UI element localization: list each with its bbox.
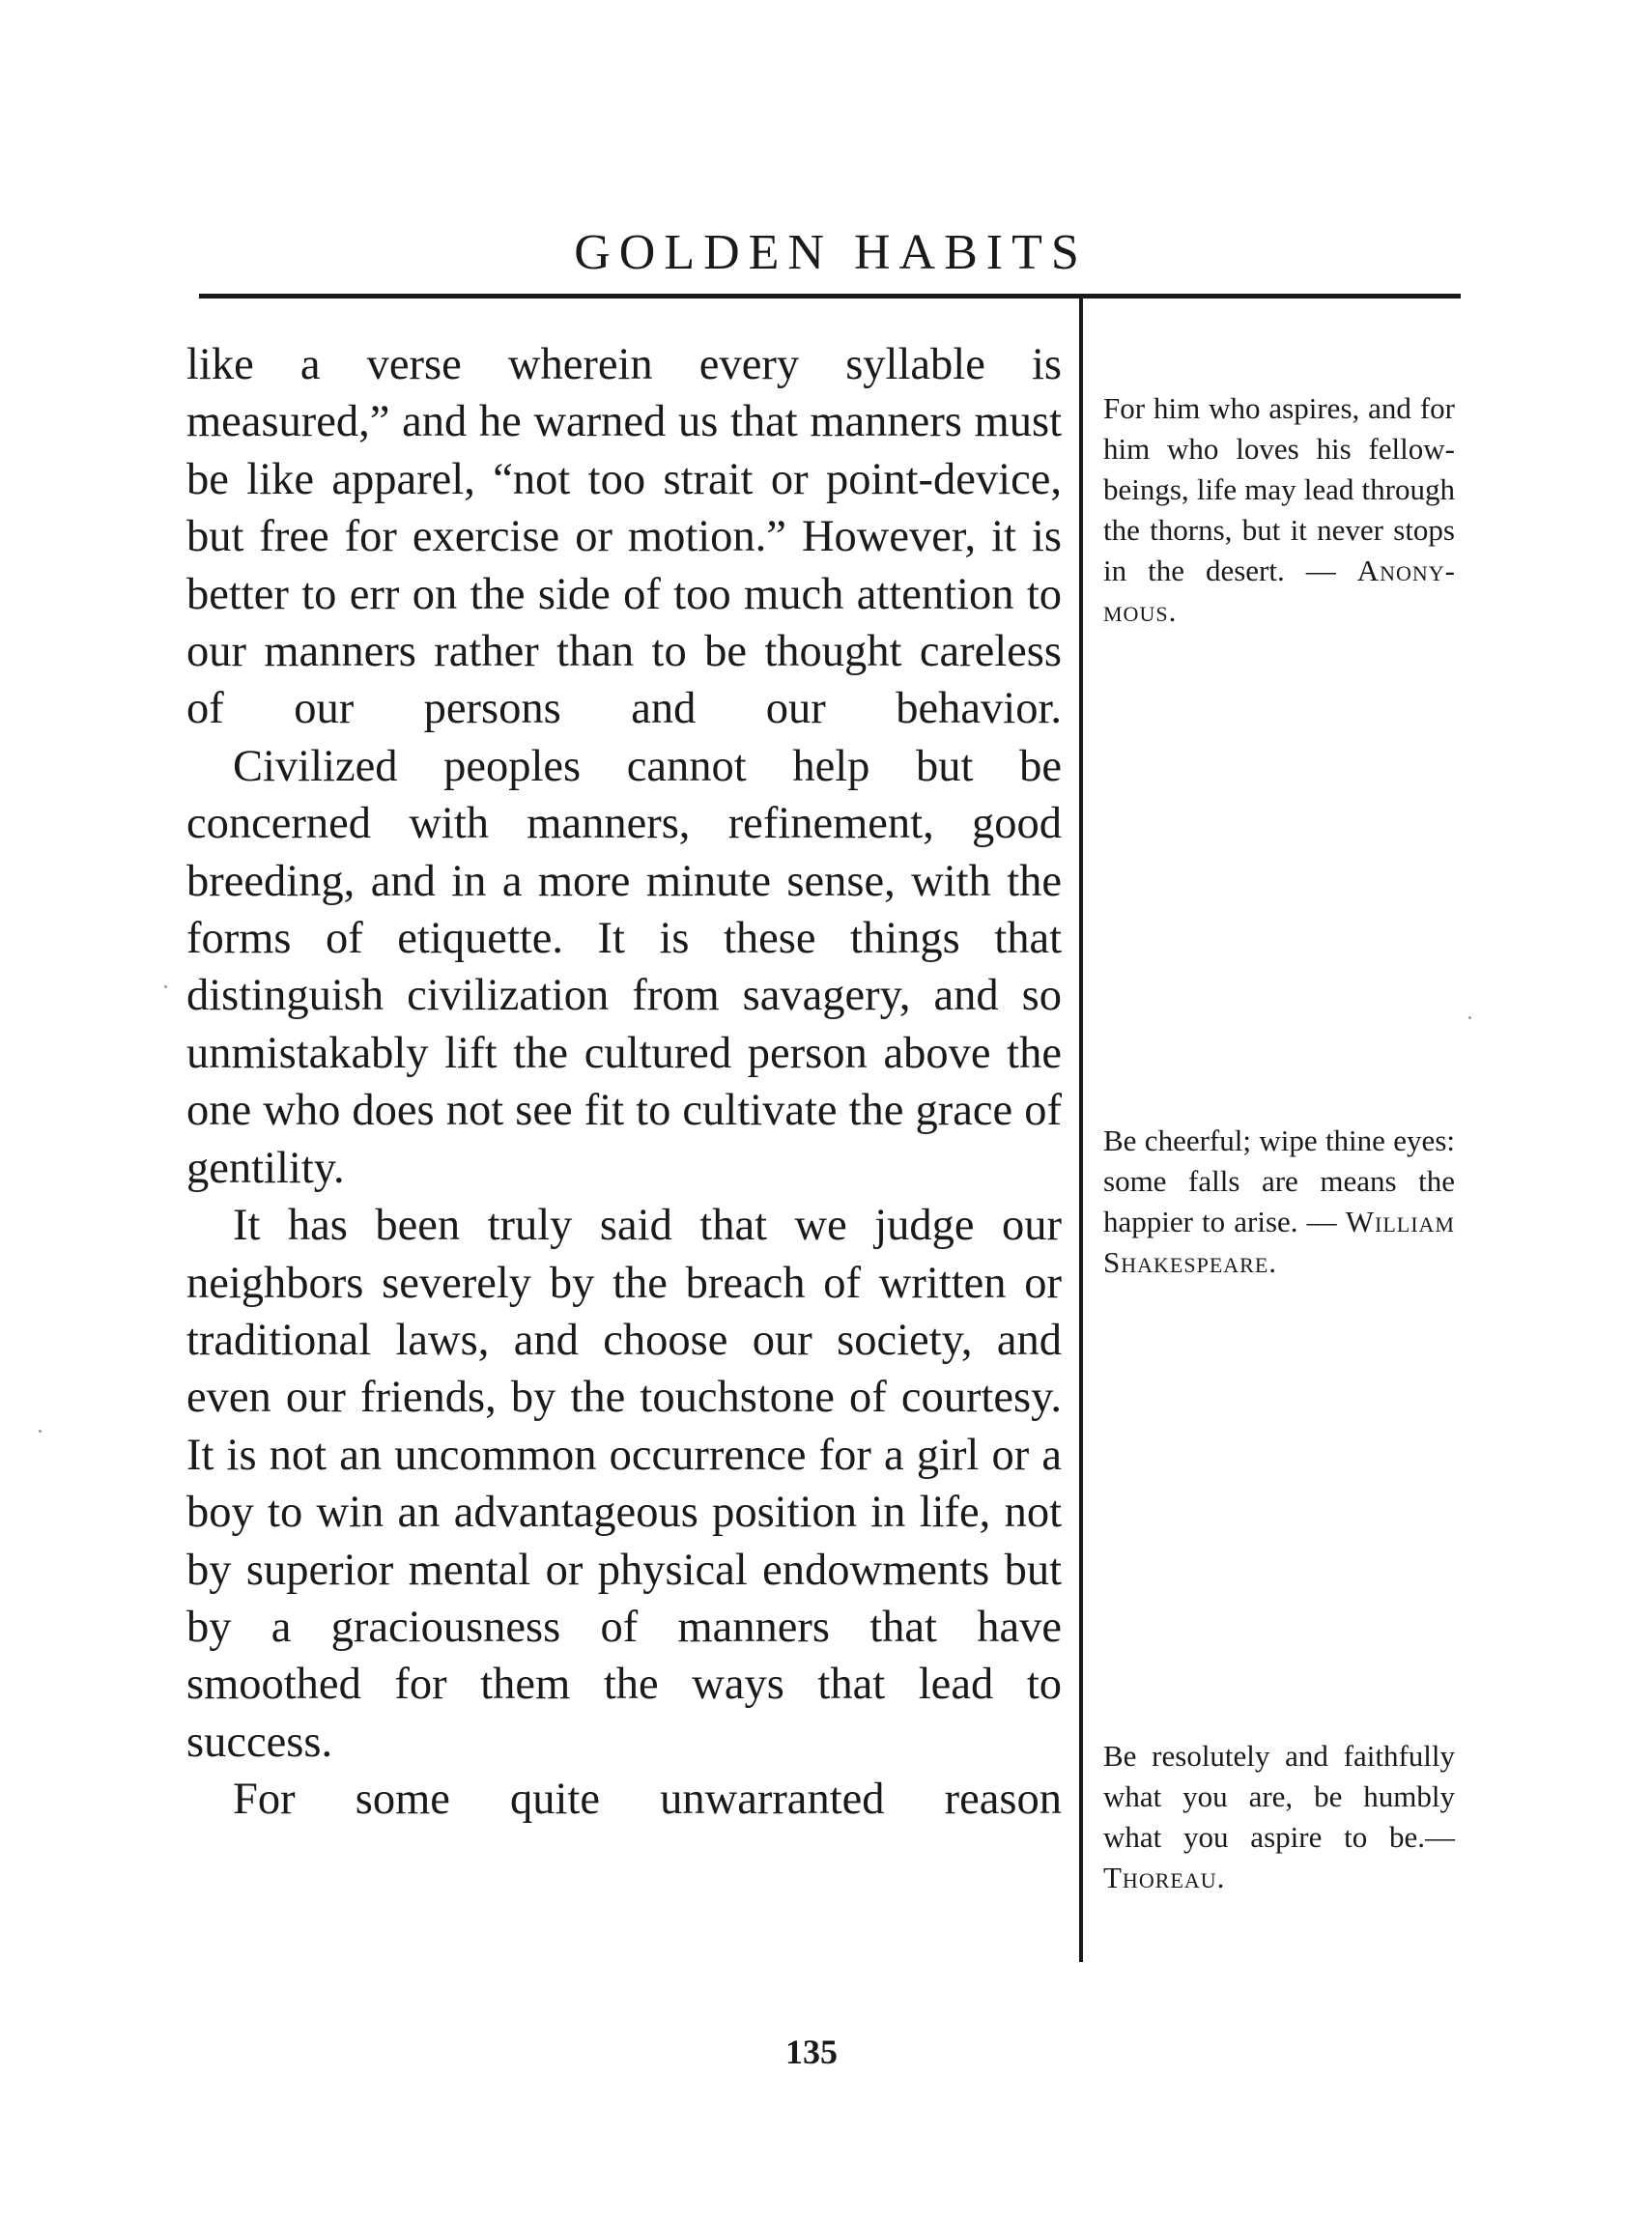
main-text-column (186, 336, 1062, 1829)
margin-quote-attribution: William Shakespeare. (1103, 1205, 1455, 1279)
paragraph-2: Civilized peoples cannot help but be concerned with manners, refinement, good breeding, and in a more minute sense, with the forms of etiquette. It is these things that distinguish civilization from savagery, and so unmistakably lift the cultured person above the one who does not see fit to cultivate the grace of gentility. (186, 741, 1062, 1193)
running-title: GOLDEN HABITS (574, 225, 1088, 280)
paragraph-3: It has been truly said that we judge our neighbors severely by the breach of written or traditional laws, and choose our society, and even our friends, by the touchstone of courtesy. It is not an uncommon occurrence for a girl or a boy to win an advantageous position in life, not by superior mental or physical endowments but by a graciousness of manners that have smoothed for them the ways that lead to success. (186, 1201, 1062, 1767)
margin-quote-attribution: Anonymous. (1103, 554, 1455, 628)
margin-quote-text: Be resolutely and faithfully what you are, be humbly what you aspire to be.— (1103, 1739, 1455, 1854)
header-rule (199, 294, 1461, 299)
paragraph-4: For some quite unwarranted reason (233, 1775, 1062, 1825)
margin-quote-3 (1103, 1736, 1455, 1898)
column-divider (1079, 296, 1083, 1962)
scan-speck (39, 1430, 42, 1433)
margin-quote-text: For him who aspires, and for him who loves his fellow-beings, life may lead through the thorns, but it never stops in the desert. — (1103, 391, 1455, 587)
margin-quote-text: Be cheerful; wipe thine eyes: some falls are means the happier to arise. — (1103, 1123, 1455, 1238)
margin-quote-2 (1103, 1121, 1455, 1283)
paragraph-1: like a verse wherein every syllable is measured,” and he warned us that manners must be like apparel, “not too strait or point-device, but free for exercise or motion.” However, it is better to err on the side of too much attention to our manners rather than to be thought careless of our persons and our behavior. (186, 340, 1062, 734)
page-number: 135 (785, 2033, 838, 2071)
scan-speck (1468, 1016, 1471, 1019)
margin-quote-attribution: Thoreau. (1103, 1861, 1226, 1894)
margin-quote-1 (1103, 388, 1455, 632)
scan-speck (164, 985, 167, 988)
